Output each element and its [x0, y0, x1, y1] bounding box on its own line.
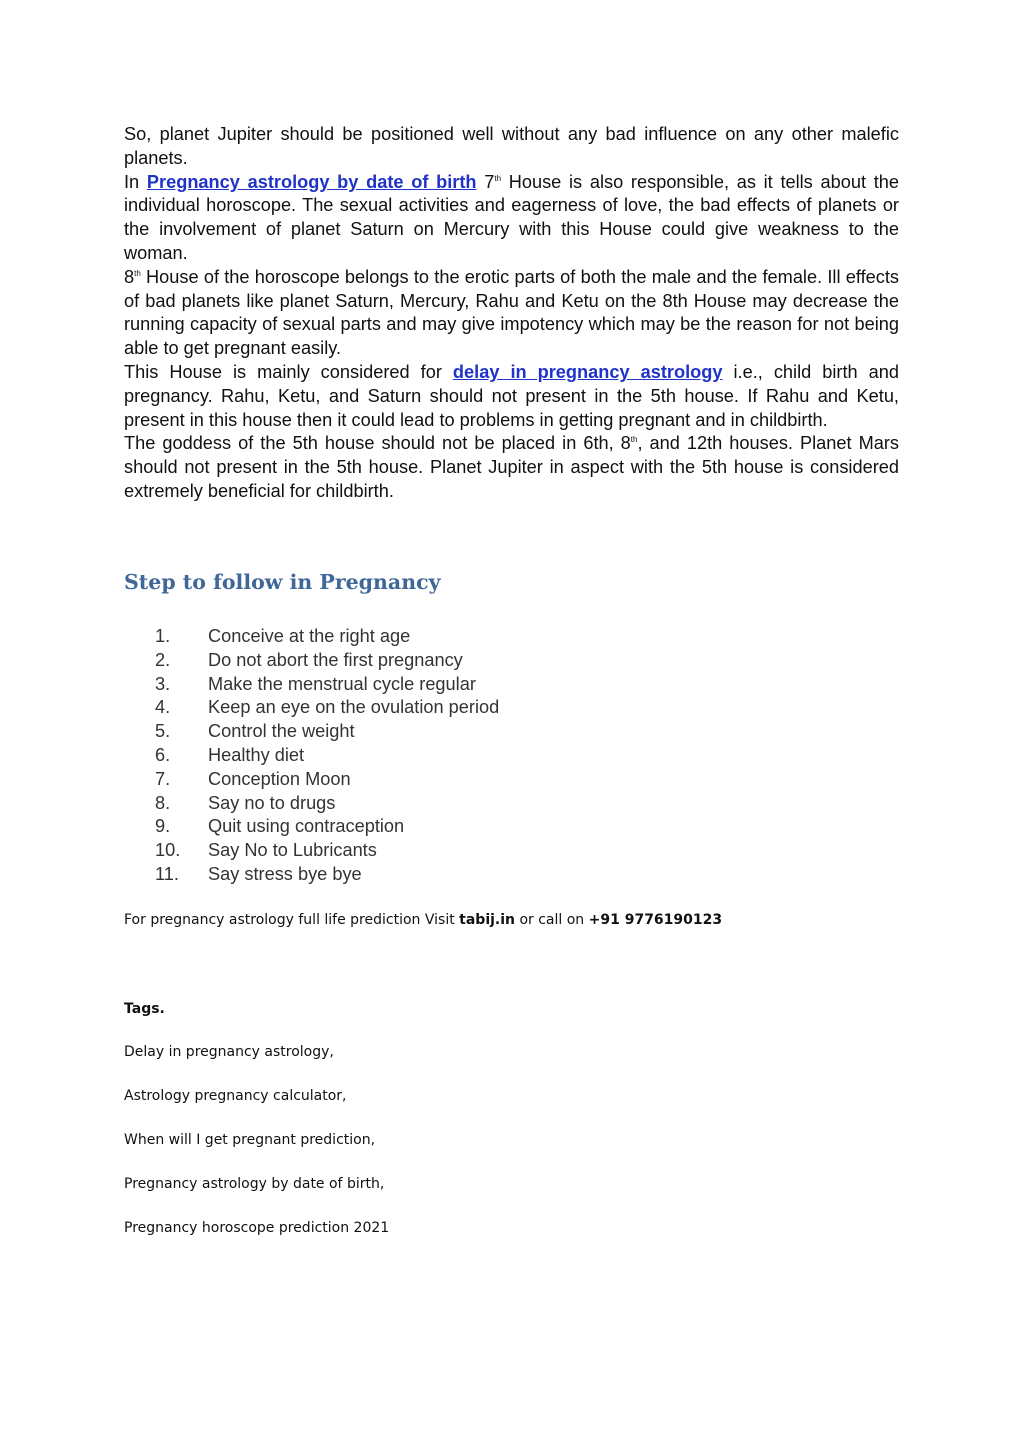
step-text: Say no to drugs [208, 792, 336, 813]
paragraph-jupiter [124, 123, 899, 171]
ordinal-suffix: th [494, 173, 502, 183]
pregnancy-astrology-link[interactable]: Pregnancy astrology by date of birth [146, 171, 477, 192]
step-number: 4. [155, 697, 171, 718]
promo-text: For pregnancy astrology full life prediction Visit [124, 912, 460, 928]
section-heading: Step to follow in Pregnancy [124, 570, 441, 594]
step-number: 7. [155, 768, 171, 789]
paragraph-text: House is also responsible, as it tells about the individual horoscope. The sexual activities and eagerness of love, the bad effects of planets or the involvement of planet Saturn on Mercury with this House could give weakness to the woman. [124, 171, 899, 263]
body-text [124, 123, 899, 504]
paragraph-text: 8 [124, 266, 135, 287]
step-item [124, 863, 899, 887]
step-text: Quit using contraception [208, 816, 405, 837]
step-text: Control the weight [208, 721, 355, 742]
step-number: 8. [155, 792, 171, 813]
delay-in-pregnancy-link[interactable]: delay in pregnancy astrology [452, 361, 723, 382]
step-text: Conception Moon [208, 768, 351, 789]
promo-line [124, 912, 722, 928]
step-item [124, 649, 899, 673]
paragraph-seventh-house [124, 171, 899, 266]
step-number: 2. [155, 649, 171, 670]
paragraph-text: The goddess of the 5th house should not be placed in 6th, 8 [124, 433, 631, 454]
step-item [124, 792, 899, 816]
paragraph-text: 7 [476, 171, 495, 192]
step-text: Do not abort the first pregnancy [208, 649, 463, 670]
step-number: 6. [155, 744, 171, 765]
paragraph-text: In [124, 171, 147, 192]
paragraph-text: House of the horoscope belongs to the erotic parts of both the male and the female. Ill effects of bad planets like planet Saturn, Mercury, Rahu and Ketu on the 8th House may decrease the running capacity of sexual parts and may give impotency which may be the reason for not being able to get pregnant easily. [124, 266, 899, 359]
tag-item: When will I get pregnant prediction, [124, 1132, 376, 1148]
paragraph-text: , and 12th houses. Planet Mars should not present in the 5th house. Planet Jupiter in aspect with the 5th house is considered extremely beneficial for childbirth. [124, 433, 899, 501]
step-number: 10. [155, 840, 181, 861]
paragraph-text: This House is mainly considered for [124, 361, 453, 382]
step-text: Keep an eye on the ovulation period [208, 697, 500, 718]
step-text: Say No to Lubricants [208, 840, 377, 861]
paragraph-text: i.e., child birth and pregnancy. Rahu, Ketu, and Saturn should not present in the 5th house. If Rahu and Ketu, present in this house then it could lead to problems in getting pregnant and in childbirth. [124, 361, 899, 430]
tag-item: Astrology pregnancy calculator, [124, 1088, 347, 1104]
step-item [124, 673, 899, 697]
step-item [124, 815, 899, 839]
step-item [124, 839, 899, 863]
tag-item: Pregnancy horoscope prediction 2021 [124, 1220, 390, 1236]
step-item [124, 768, 899, 792]
step-number: 9. [155, 816, 171, 837]
tag-item: Pregnancy astrology by date of birth, [124, 1176, 385, 1192]
step-text: Healthy diet [208, 744, 305, 765]
step-item [124, 720, 899, 744]
tags-title: Tags. [124, 1001, 165, 1017]
step-number: 5. [155, 721, 171, 742]
paragraph-text: So, planet Jupiter should be positioned well without any bad influence on any other malefic planets. [124, 124, 899, 168]
promo-phone: +91 9776190123 [588, 912, 723, 928]
step-item [124, 744, 899, 768]
step-number: 3. [155, 673, 171, 694]
paragraph-fifth-house [124, 432, 899, 503]
step-text: Make the menstrual cycle regular [208, 673, 476, 694]
document-page [124, 123, 899, 1236]
ordinal-suffix: th [630, 435, 638, 445]
paragraph-delay [124, 361, 899, 432]
paragraph-eighth-house [124, 266, 899, 361]
step-text: Say stress bye bye [208, 863, 362, 884]
step-text: Conceive at the right age [208, 626, 411, 646]
step-item [124, 696, 899, 720]
tag-item: Delay in pregnancy astrology, [124, 1044, 334, 1060]
promo-site: tabij.in [459, 912, 515, 928]
step-number: 1. [155, 626, 171, 646]
step-item [124, 625, 899, 649]
step-number: 11. [155, 863, 179, 884]
ordinal-suffix: th [134, 268, 141, 278]
steps-list [124, 625, 899, 887]
promo-text: or call on [515, 912, 589, 928]
